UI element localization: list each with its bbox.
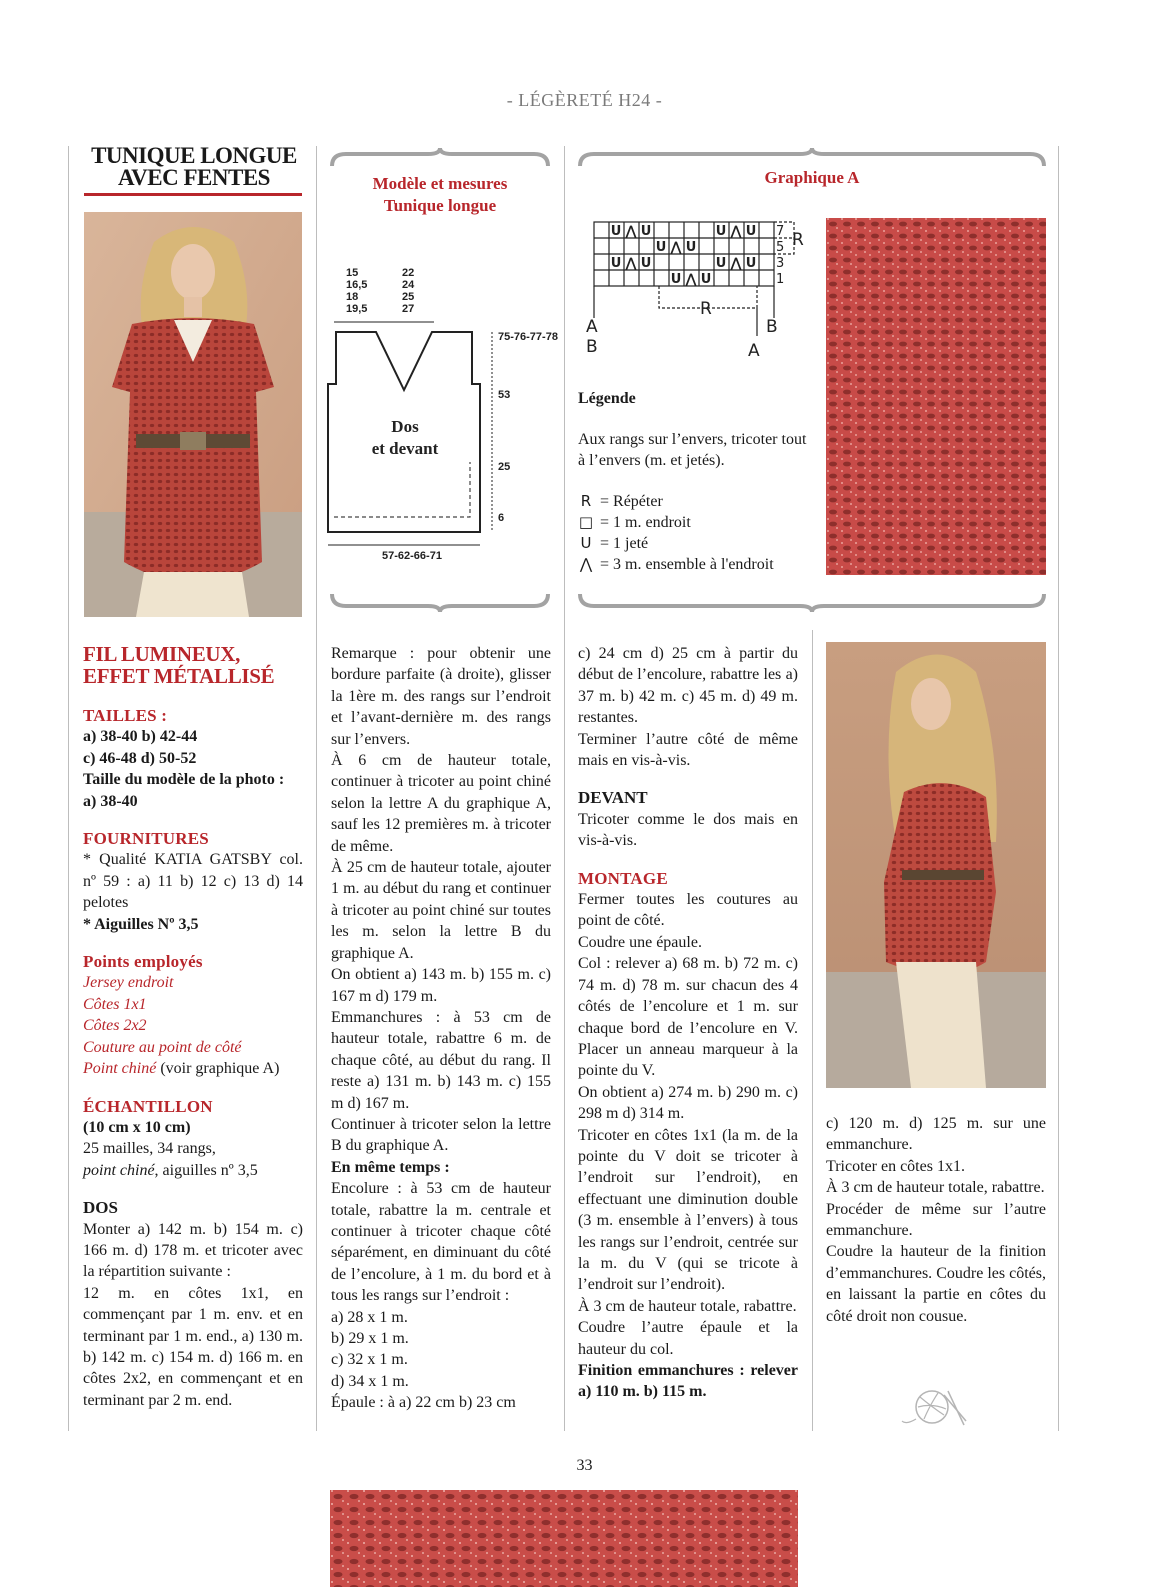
svg-text:U: U [745, 224, 757, 239]
assembly-heading: MONTAGE [578, 868, 668, 888]
repeat-label: R [792, 230, 804, 250]
instruction-paragraph: Finition emmanchures : relever a) 110 m. b) 115 m. [578, 1362, 798, 1401]
magazine-section-title: - LÉGÈRETÉ H24 - [506, 90, 663, 110]
chart-letter-b: B [586, 337, 598, 357]
stitch-chart [582, 218, 812, 360]
svg-text:U: U [655, 240, 667, 255]
svg-text:U: U [610, 224, 622, 239]
svg-text:U: U [715, 256, 727, 271]
instruction-paragraph: À 6 cm de hauteur totale, continuer à tricoter au point chiné selon la lettre A du graphique A, sauf les 12 premières m. à tricoter de même. [331, 752, 551, 855]
diagram-title-line: Modèle et mesures [372, 174, 508, 193]
legend-item [578, 533, 808, 554]
instruction-paragraph: Tricoter comme le dos mais en vis-à-vis. [578, 810, 798, 850]
gauge-needles: , aiguilles nº 3,5 [154, 1161, 258, 1179]
chart-legend [578, 388, 808, 575]
instruction-paragraph: À 3 cm de hauteur totale, rabattre. [578, 1297, 797, 1315]
instruction-paragraph: Coudre l’autre épaule et la hauteur du col. [578, 1319, 798, 1358]
stitch-item: Côtes 1x1 [83, 995, 147, 1013]
chart-title: Graphique A [764, 168, 860, 187]
svg-text:U: U [640, 224, 652, 239]
legend-text: = 1 jeté [600, 535, 649, 552]
instruction-paragraph: Procéder de même sur l’autre emmanchure. [826, 1200, 1046, 1240]
stitch-note: (voir graphique A) [156, 1060, 280, 1078]
column-materials [83, 643, 303, 1411]
stitch-name: Point chiné [83, 1060, 157, 1078]
column-divider [564, 146, 565, 1431]
slit-label: 25 [498, 461, 511, 473]
legend-note: Aux rangs sur l’envers, tricoter tout à l’envers (m. et jetés). [578, 431, 807, 469]
legend-text: = 3 m. ensemble à l'endroit [600, 556, 774, 573]
column-instructions-front [578, 643, 798, 1403]
height-total-label: 75-76-77-78 [498, 331, 558, 343]
diagram-title [330, 173, 550, 217]
legend-item [578, 491, 808, 512]
piece-label: et devant [371, 439, 439, 458]
instruction-paragraph: À 25 cm de hauteur totale, ajouter 1 m. au début du rang et continuer à tricoter au point chiné sur toutes les m. selon la lettre B du graphique A. [331, 859, 551, 962]
back-heading: DOS [83, 1198, 118, 1218]
tunic-schematic [322, 262, 562, 567]
instruction-paragraph: Épaule : à a) 22 cm b) 23 cm [331, 1394, 516, 1412]
instruction-paragraph: Coudre une épaule. [578, 933, 702, 951]
legend-item [578, 554, 808, 575]
column-divider [68, 146, 69, 1431]
yarn-subtitle [83, 643, 303, 687]
decrease-line: c) 32 x 1 m. [331, 1351, 408, 1369]
instruction-paragraph: Coudre la hauteur de la finition d’emmanchures. Coudre les côtés, en laissant la partie en côtes du côté droit non cousue. [826, 1243, 1046, 1325]
diagram-title-line: Tunique longue [383, 196, 497, 215]
stitch-item: Jersey endroit [83, 974, 174, 992]
svg-text:U: U [715, 224, 727, 239]
pattern-title-line: AVEC FENTES [118, 165, 270, 190]
svg-text:U: U [685, 240, 697, 255]
model-photo-front [84, 212, 302, 617]
svg-text:⋀: ⋀ [730, 256, 742, 271]
svg-text:⋀: ⋀ [730, 224, 742, 239]
svg-text:U: U [640, 256, 652, 271]
sizes-heading: TAILLES : [83, 706, 168, 725]
chart-letter-a: A [586, 317, 598, 337]
column-divider [1058, 146, 1059, 1431]
instruction-paragraph: Col : relever a) 68 m. b) 72 m. c) 74 m. d) 78 m. sur chacun des 4 côtés de l’encolure et 1 m. sur chaque bord de l’encolure en V. Placer un anneau marqueur à la pointe du V. [578, 955, 798, 1080]
bottom-swatch-strip [330, 1490, 798, 1587]
decrease-line: d) 34 x 1 m. [331, 1372, 409, 1390]
repeat-label: R [700, 299, 712, 319]
chart-row-number: 7 [776, 224, 785, 239]
column-divider [316, 146, 317, 1431]
neck-measure-left: 16,5 [346, 279, 368, 291]
instruction-paragraph: Encolure : à 53 cm de hauteur totale, rabattre la m. centrale et continuer à tricoter chaque côté séparément, en diminuant du côté de l’encolure, à 1 m. du bord et à tous les rangs sur l’endroit : [331, 1180, 551, 1305]
title-underline [84, 193, 302, 196]
legend-text: = Répéter [600, 493, 663, 510]
chart-row-number: 5 [776, 240, 785, 255]
svg-text:U: U [670, 272, 682, 287]
svg-text:U: U [745, 256, 757, 271]
page-number: 33 [576, 1457, 593, 1474]
rib-label: 6 [498, 512, 505, 524]
supplies-needles: * Aiguilles Nº 3,5 [83, 915, 199, 933]
instruction-paragraph: Terminer l’autre côté de même mais en vis-à-vis. [578, 730, 798, 770]
decrease-line: a) 28 x 1 m. [331, 1308, 408, 1326]
gauge-value: 25 mailles, 34 rangs, [83, 1140, 216, 1158]
k3tog-icon: ⋀ [579, 555, 593, 573]
instruction-paragraph: À 3 cm de hauteur totale, rabattre. [826, 1179, 1045, 1197]
model-photo-side [826, 642, 1046, 1088]
pattern-title-line: TUNIQUE LONGUE [91, 143, 297, 168]
width-label: 57-62-66-71 [382, 550, 442, 562]
chart-letter-b: B [766, 317, 778, 337]
svg-text:U: U [610, 256, 622, 271]
yarn-over-icon: U [580, 534, 592, 552]
stitch-item: Côtes 2x2 [83, 1017, 147, 1035]
neck-measure-right: 24 [402, 279, 415, 291]
svg-text:⋀: ⋀ [625, 256, 637, 271]
column-instructions-back [331, 643, 551, 1414]
pattern-title [84, 145, 304, 189]
instruction-paragraph: c) 120 m. d) 125 m. sur une emmanchure. [826, 1115, 1046, 1154]
gauge-value [83, 1160, 303, 1181]
repeat-symbol-icon: R [580, 492, 592, 510]
chart-row-number: 3 [776, 256, 785, 271]
photo-size-value: a) 38-40 [83, 792, 138, 810]
supplies-heading: FOURNITURES [83, 829, 209, 849]
instruction-paragraph: Tricoter en côtes 1x1 (la m. de la pointe du V doit se tricoter à l’endroit sur l’endroit), en effectuant une diminution double (3 m. ensemble à l’envers) à tous les rangs sur l’endroit, centrée sur la m. du V (qui se tricote à l’endroit sur l’endroit). [578, 1126, 798, 1294]
stitch-item: Couture au point de côté [83, 1038, 242, 1056]
decrease-line: b) 29 x 1 m. [331, 1330, 409, 1347]
instruction-paragraph: Continuer à tricoter selon la lettre B du graphique A. [331, 1115, 551, 1155]
gauge-size: (10 cm x 10 cm) [83, 1118, 191, 1136]
subtitle-line: FIL LUMINEUX, [83, 642, 241, 666]
instruction-paragraph: c) 24 cm d) 25 cm à partir du début de l’encolure, rabattre les a) 37 m. b) 42 m. c) 45 m. d) 49 m. restantes. [578, 645, 798, 727]
back-instructions: Monter a) 142 m. b) 154 m. c) 166 m. d) 178 m. et tricoter avec la répartition suivante : [83, 1220, 303, 1281]
instruction-paragraph: On obtient a) 143 m. b) 155 m. c) 167 m d) 179 m. [331, 966, 551, 1005]
piece-label: Dos [391, 417, 419, 436]
instruction-paragraph: Tricoter en côtes 1x1. [826, 1157, 965, 1175]
knit-swatch-photo [826, 218, 1046, 575]
neck-measure-left: 15 [346, 267, 359, 279]
knit-stitch-icon: □ [578, 513, 594, 531]
instruction-paragraph: Remarque : pour obtenir une bordure parfaite (à droite), glisser la 1ère m. des rangs sur l’endroit et l’avant-dernière m. des rangs sur l’envers. [331, 645, 551, 748]
column-divider [812, 630, 813, 1431]
subtitle-line: EFFET MÉTALLISÉ [83, 664, 275, 688]
column-finishing [826, 1113, 1046, 1327]
photo-size-heading: Taille du modèle de la photo : [83, 771, 285, 789]
front-heading: DEVANT [578, 788, 648, 808]
neck-measure-right: 22 [402, 267, 415, 279]
instruction-paragraph: Fermer toutes les coutures au point de côté. [578, 891, 798, 930]
svg-text:⋀: ⋀ [625, 224, 637, 239]
chart-letter-a: A [748, 341, 760, 360]
instruction-paragraph: On obtient a) 274 m. b) 290 m. c) 298 m d) 314 m. [578, 1083, 798, 1123]
sizes-line: a) 38-40 b) 42-44 [83, 728, 198, 746]
stitches-heading: Points employés [83, 952, 203, 972]
svg-text:⋀: ⋀ [670, 240, 682, 255]
neck-measure-right: 27 [402, 303, 415, 315]
instruction-paragraph: Emmanchures : à 53 cm de hauteur totale, rabattre 6 m. de chaque côté, au début du rang. Il reste a) 131 m. b) 143 m. c) 155 m d) 167 m. [331, 1008, 551, 1112]
gauge-stitch: point chiné [83, 1161, 155, 1179]
neck-measure-left: 18 [346, 291, 359, 303]
neck-measure-right: 25 [402, 291, 415, 303]
legend-text: = 1 m. endroit [600, 514, 691, 531]
neck-measure-left: 19,5 [346, 303, 368, 315]
yarn-ball-icon [900, 1385, 970, 1429]
chart-row-number: 1 [776, 272, 785, 287]
supplies-yarn: * Qualité KATIA GATSBY col. nº 59 : a) 11 b) 12 c) 13 d) 14 pelotes [83, 851, 303, 912]
back-instructions: 12 m. en côtes 1x1, en commençant par 1 m. env. et en terminant par 1 m. end., a) 130 m. b) 142 m. c) 154 m. d) 166 m. en côtes 2x2, en commençant et en terminant par 2 m. end. [83, 1284, 303, 1409]
instruction-paragraph: En même temps : [331, 1158, 450, 1176]
legend-title: Légende [578, 390, 636, 407]
gauge-heading: ÉCHANTILLON [83, 1096, 213, 1116]
sizes-line: c) 46-48 d) 50-52 [83, 749, 197, 767]
legend-item [578, 512, 808, 533]
stitch-item [83, 1058, 303, 1079]
svg-text:U: U [700, 272, 712, 287]
armhole-label: 53 [498, 389, 511, 401]
svg-text:⋀: ⋀ [685, 272, 697, 287]
